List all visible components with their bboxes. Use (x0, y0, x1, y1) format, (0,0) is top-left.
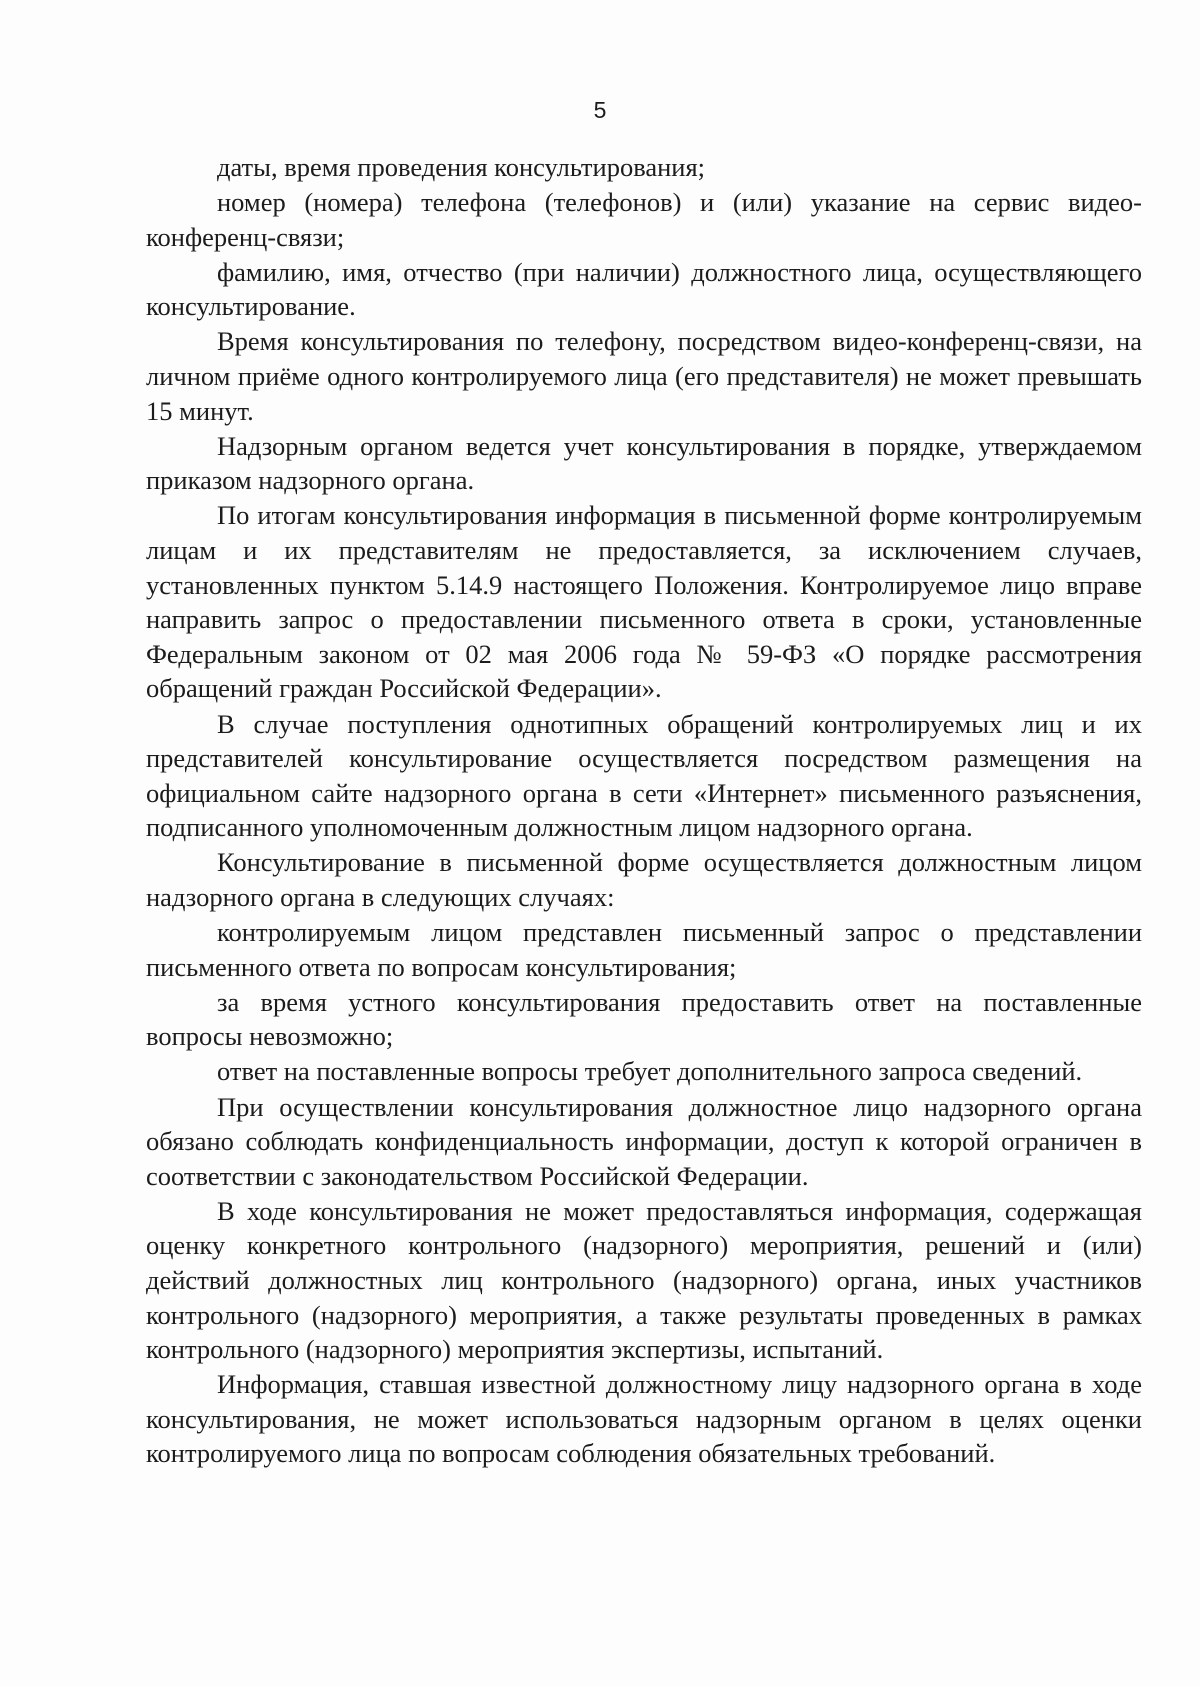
paragraph-case-additional-request: ответ на поставленные вопросы требует дополнительного запроса сведений. (217, 1056, 1083, 1087)
paragraph-confidentiality: При осуществлении консультирования должностное лицо надзорного органа обязано соблюдать конфиденциальность информации, доступ к которой ограничен в соответствии с законодательством Российской Федерации. (146, 1091, 1142, 1191)
paragraph-restricted-info: В ходе консультирования не может предоставляться информация, содержащая оценку конкретного контрольного (надзорного) мероприятия, решений и (или) действий должностных лиц контрольного (надзорного) органа, иных участников контрольного (надзорного) мероприятия, а также результаты проведенных в рамках контрольного (надзорного) мероприятия экспертизы, испытаний. (146, 1195, 1142, 1365)
paragraph-written-info: По итогам консультирования информация в письменной форме контролируемым лицам и их представителям не предоставляется, за исключением случаев, установленных пунктом 5.14.9 настоящего Положения. Контролируемое лицо вправе направить запрос о предоставлении письменного ответа в сроки, установленные Федеральным законом от 02 мая 2006 года № 59-ФЗ «О порядке рассмотрения обращений граждан Российской Федерации». (146, 500, 1142, 704)
document-body (146, 150, 1142, 1472)
paragraph-consultation-time: Время консультирования по телефону, посредством видео-конференц-связи, на личном приёме одного контролируемого лица (его представителя) не может превышать 15 минут. (146, 326, 1142, 426)
paragraph-similar-requests: В случае поступления однотипных обращений контролируемых лиц и их представителей консультирование осуществляется посредством размещения на официальном сайте надзорного органа в сети «Интернет» письменного разъяснения, подписанного уполномоченным должностным лицом надзорного органа. (146, 708, 1142, 843)
paragraph-consultation-date: даты, время проведения консультирования; (217, 152, 706, 182)
paragraph-official-name: фамилию, имя, отчество (при наличии) должностного лица, осуществляющего консультирование. (146, 256, 1142, 322)
paragraph-case-written-request: контролируемым лицом представлен письменный запрос о представлении письменного ответа по вопросам консультирования; (146, 917, 1142, 982)
paragraph-phone-number: номер (номера) телефона (телефонов) и (или) указание на сервис видео-конференц-связи; (146, 187, 1142, 252)
page-number: 5 (593, 97, 607, 123)
paragraph-consultation-record: Надзорным органом ведется учет консультирования в порядке, утверждаемом приказом надзорного органа. (146, 430, 1142, 496)
paragraph-case-oral-impossible: за время устного консультирования предоставить ответ на поставленные вопросы невозможно; (146, 986, 1142, 1052)
paragraph-info-usage: Информация, ставшая известной должностному лицу надзорного органа в ходе консультирования, не может использоваться надзорным органом в целях оценки контролируемого лица по вопросам соблюдения обязательных требований. (146, 1369, 1142, 1469)
paragraph-written-consultation: Консультирование в письменной форме осуществляется должностным лицом надзорного органа в следующих случаях: (146, 847, 1142, 912)
